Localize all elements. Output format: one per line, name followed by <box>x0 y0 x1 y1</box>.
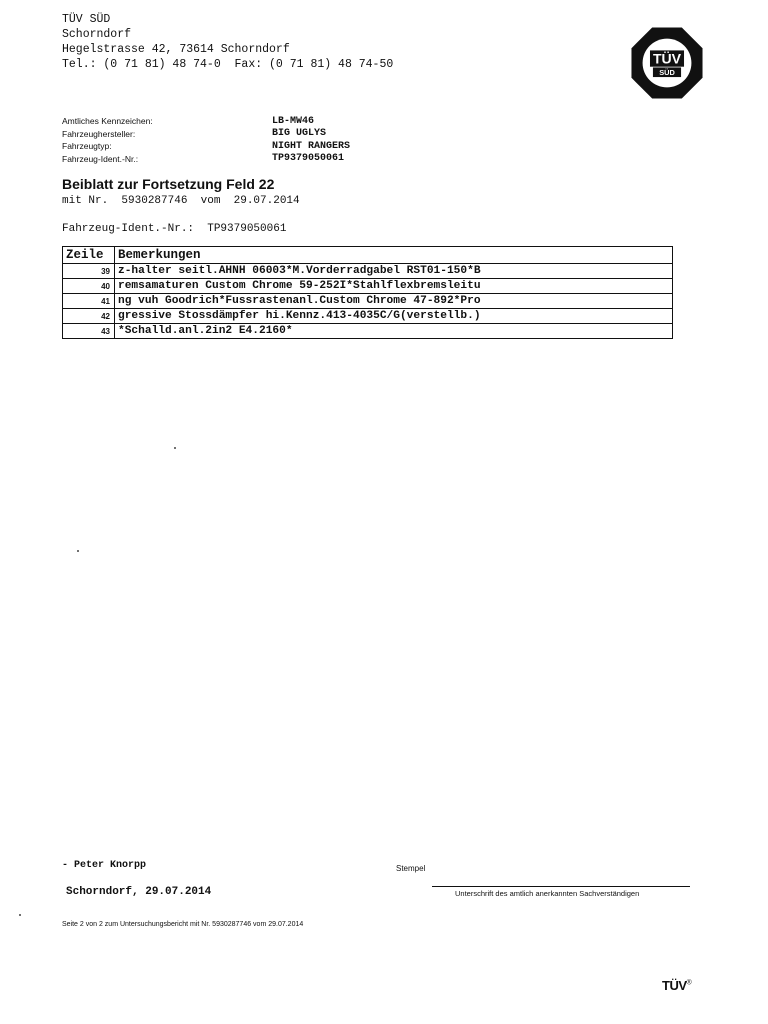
issuer-phone-fax: Tel.: (0 71 81) 48 74-0 Fax: (0 71 81) 48 74-50 <box>62 58 394 71</box>
stamp-label: Stempel <box>396 864 426 873</box>
field-label: Amtliches Kennzeichen: <box>62 116 153 127</box>
inspector-name: - Peter Knorpp <box>62 860 147 871</box>
table-row <box>63 279 673 294</box>
field-value: NIGHT RANGERS <box>272 140 351 152</box>
tuv-brand-mark <box>662 978 691 993</box>
vehicle-ident-line: Fahrzeug-Ident.-Nr.: TP9379050061 <box>62 223 287 235</box>
remark-text: z-halter seitl.AHNH 06003*M.Vorderradgabel RST01-150*B <box>115 264 673 279</box>
vehicle-field-vin <box>62 153 350 166</box>
remark-text: remsamaturen Custom Chrome 59-252I*Stahlflexbremsleitu <box>115 279 673 294</box>
remarks-header-row <box>63 247 673 264</box>
logo-text-bottom: SÜD <box>659 67 675 77</box>
scan-speck <box>77 550 79 552</box>
sheet-title: Beiblatt zur Fortsetzung Feld 22 <box>62 176 275 192</box>
vehicle-field-manufacturer <box>62 128 350 141</box>
line-number: 39 <box>63 264 115 279</box>
registered-mark: ® <box>686 979 692 987</box>
remarks-column-header: Bemerkungen <box>115 247 673 264</box>
issuer-name: TÜV SÜD <box>62 13 111 26</box>
field-label: Fahrzeugtyp: <box>62 141 112 152</box>
remark-text: *Schalld.anl.2in2 E4.2160* <box>115 324 673 339</box>
place-and-date: Schorndorf, 29.07.2014 <box>66 886 212 898</box>
table-row <box>63 309 673 324</box>
remark-text: gressive Stossdämpfer hi.Kennz.413-4035C/G(verstellb.) <box>115 309 673 324</box>
tuv-sud-octagon-logo-icon <box>630 26 704 100</box>
field-value: BIG UGLYS <box>272 128 327 140</box>
field-label: Fahrzeug-Ident.-Nr.: <box>62 153 139 164</box>
field-value: TP9379050061 <box>272 153 345 165</box>
report-reference: mit Nr. 5930287746 vom 29.07.2014 <box>62 195 300 207</box>
page-footer: Seite 2 von 2 zum Untersuchungsbericht mit Nr. 5930287746 vom 29.07.2014 <box>62 921 304 928</box>
line-number: 42 <box>63 309 115 324</box>
remarks-table <box>62 246 673 339</box>
scan-speck <box>174 447 176 449</box>
logo-text-top: TÜV <box>652 50 682 67</box>
signature-caption: Unterschrift des amtlich anerkannten Sachverständigen <box>455 889 640 898</box>
line-number: 43 <box>63 324 115 339</box>
field-label: Fahrzeughersteller: <box>62 128 136 139</box>
table-row <box>63 324 673 339</box>
line-number: 40 <box>63 279 115 294</box>
vehicle-field-plate <box>62 115 350 128</box>
issuer-address-block <box>62 12 393 72</box>
brand-text: TÜV <box>662 978 687 993</box>
table-row <box>63 294 673 309</box>
field-value: LB-MW46 <box>272 115 315 127</box>
issuer-street: Hegelstrasse 42, 73614 Schorndorf <box>62 43 290 56</box>
vehicle-info <box>62 115 350 165</box>
vehicle-field-type <box>62 140 350 153</box>
scan-speck <box>19 914 21 916</box>
issuer-branch: Schorndorf <box>62 28 132 41</box>
line-column-header: Zeile <box>63 247 115 264</box>
remark-text: ng vuh Goodrich*Fussrastenanl.Custom Chrome 47-892*Pro <box>115 294 673 309</box>
line-number: 41 <box>63 294 115 309</box>
table-row <box>63 264 673 279</box>
signature-line <box>432 886 690 887</box>
